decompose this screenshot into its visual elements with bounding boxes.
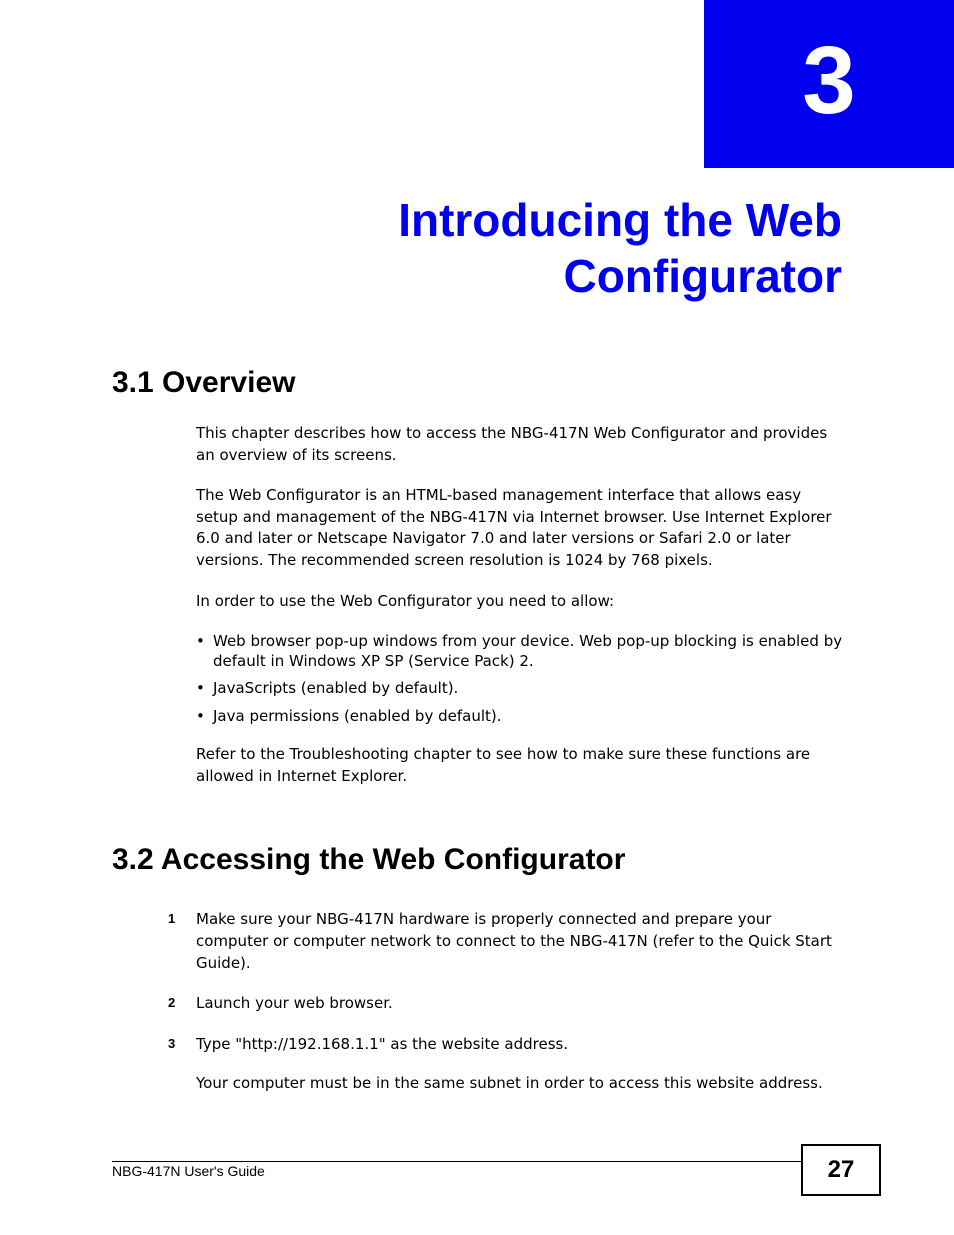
section-heading-accessing: 3.2 Accessing the Web Configurator <box>112 843 626 876</box>
step-item <box>168 1033 848 1055</box>
step-number: 1 <box>168 911 176 926</box>
overview-paragraph-3: In order to use the Web Configurator you need to allow: <box>196 592 615 610</box>
step-item <box>168 908 848 974</box>
list-item-text: Web browser pop-up windows from your device. Web pop-up blocking is enabled by default in Windows XP SP (Service Pack) 2. <box>213 632 843 670</box>
section-heading-overview: 3.1 Overview <box>112 366 296 399</box>
chapter-number: 3 <box>802 27 856 134</box>
overview-paragraph-4: Refer to the Troubleshooting chapter to see how to make sure these functions are allowed in Internet Explorer. <box>196 745 811 785</box>
chapter-number-box <box>704 0 954 168</box>
step-text: Launch your web browser. <box>196 994 393 1012</box>
step-text: Type "http://192.168.1.1" as the website address. <box>196 1035 569 1053</box>
bullet-dot: • <box>196 707 205 725</box>
page-number-box <box>801 1144 881 1196</box>
footer-guide-name: NBG-417N User's Guide <box>112 1163 265 1179</box>
list-item <box>196 707 846 727</box>
step-note: Your computer must be in the same subnet in order to access this website address. <box>196 1074 823 1092</box>
chapter-title-line1: Introducing the Web <box>398 194 842 246</box>
chapter-title <box>142 192 842 304</box>
bullet-dot: • <box>196 679 205 697</box>
overview-paragraph-2: The Web Configurator is an HTML-based management interface that allows easy setup and management of the NBG-417N via Internet browser. Use Internet Explorer 6.0 and later or Netscape Navigator 7.0 and later versions or Safari 2.0 or later versions. The recommended screen resolution is 1024 by 768 pixels. <box>196 486 832 569</box>
chapter-title-line2: Configurator <box>563 250 842 302</box>
step-number: 3 <box>168 1036 176 1051</box>
list-item <box>196 679 846 699</box>
page-number: 27 <box>827 1156 855 1183</box>
list-item-text: JavaScripts (enabled by default). <box>213 679 459 697</box>
step-text: Make sure your NBG-417N hardware is properly connected and prepare your computer or computer network to connect to the NBG-417N (refer to the Quick Start Guide). <box>196 910 832 972</box>
overview-paragraph-1: This chapter describes how to access the NBG-417N Web Configurator and provides an overview of its screens. <box>196 424 828 464</box>
bullet-dot: • <box>196 632 205 650</box>
step-item <box>168 992 848 1014</box>
list-item-text: Java permissions (enabled by default). <box>213 707 502 725</box>
step-number: 2 <box>168 995 176 1010</box>
list-item <box>196 632 846 671</box>
